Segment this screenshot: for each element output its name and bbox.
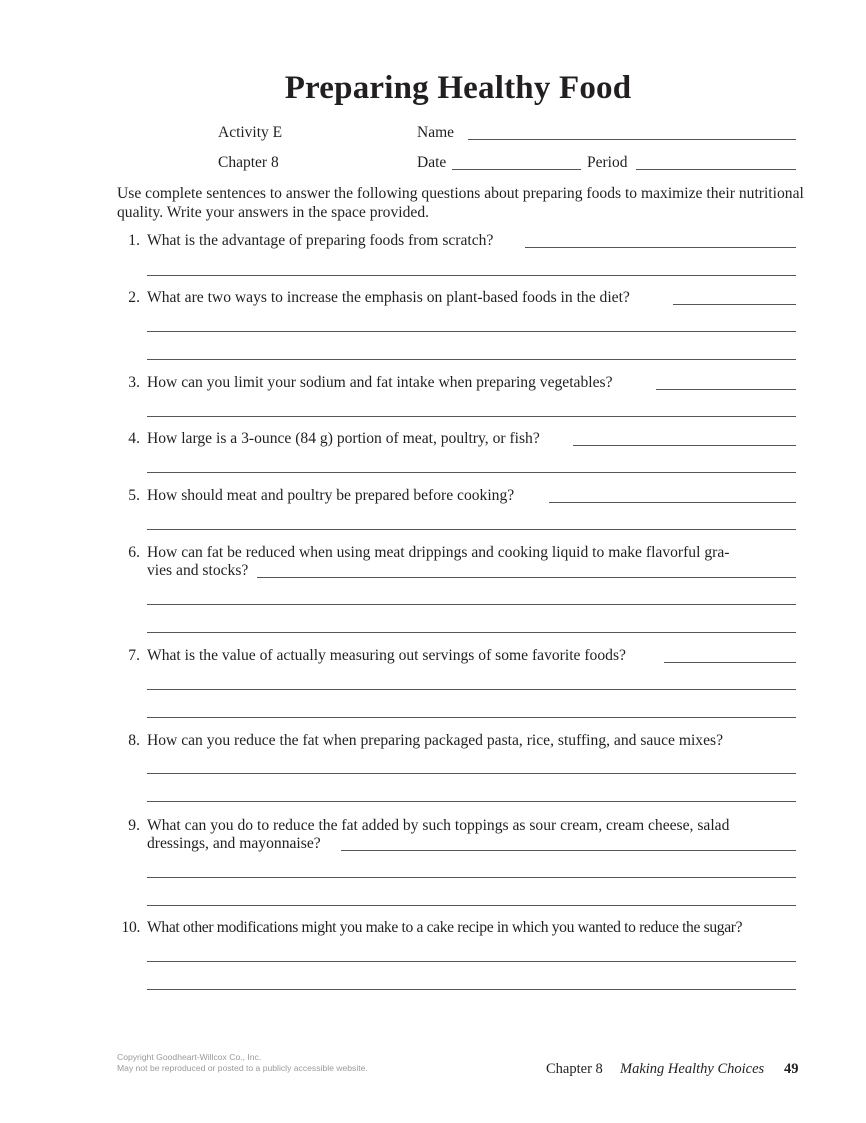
question-text-cont: dressings, and mayonnaise? bbox=[147, 835, 321, 852]
answer-line[interactable] bbox=[257, 577, 796, 578]
answer-line[interactable] bbox=[549, 502, 796, 503]
name-label: Name bbox=[417, 124, 455, 141]
answer-line[interactable] bbox=[147, 416, 796, 417]
answer-line[interactable] bbox=[147, 877, 796, 878]
date-label: Date bbox=[417, 154, 447, 171]
question-number: 5. bbox=[128, 487, 140, 504]
answer-line[interactable] bbox=[147, 773, 796, 774]
question-text: How can you reduce the fat when preparing packaged pasta, rice, stuffing, and sauce mixes? bbox=[147, 732, 724, 749]
question-text: What is the advantage of preparing foods from scratch? bbox=[147, 232, 494, 249]
answer-line[interactable] bbox=[147, 632, 796, 633]
answer-line[interactable] bbox=[147, 717, 796, 718]
instructions: Use complete sentences to answer the following questions about preparing foods to maximize their nutritional quality. Write your answers in the space provided. bbox=[117, 185, 804, 221]
answer-line[interactable] bbox=[147, 529, 796, 530]
activity-label: Activity E bbox=[218, 124, 283, 141]
question-number: 9. bbox=[128, 817, 140, 834]
page-number: 49 bbox=[784, 1061, 799, 1077]
question-number: 7. bbox=[128, 647, 140, 664]
answer-line[interactable] bbox=[656, 389, 796, 390]
copyright-notice bbox=[117, 1052, 368, 1074]
footer-chapter: Chapter 8 bbox=[546, 1061, 603, 1077]
question-text: How can you limit your sodium and fat intake when preparing vegetables? bbox=[147, 374, 613, 391]
period-field[interactable] bbox=[636, 169, 796, 170]
question-text: How can fat be reduced when using meat drippings and cooking liquid to make flavorful gra- bbox=[147, 544, 730, 561]
question-number: 8. bbox=[128, 732, 140, 749]
name-field[interactable] bbox=[468, 139, 796, 140]
answer-line[interactable] bbox=[147, 989, 796, 990]
answer-line[interactable] bbox=[664, 662, 796, 663]
question-number: 1. bbox=[128, 232, 140, 249]
answer-line[interactable] bbox=[147, 689, 796, 690]
question-text: What are two ways to increase the emphasis on plant-based foods in the diet? bbox=[147, 289, 630, 306]
answer-line[interactable] bbox=[147, 359, 796, 360]
answer-line[interactable] bbox=[147, 275, 796, 276]
answer-line[interactable] bbox=[341, 850, 796, 851]
answer-line[interactable] bbox=[147, 905, 796, 906]
page-title: Preparing Healthy Food bbox=[284, 70, 632, 106]
answer-line[interactable] bbox=[147, 604, 796, 605]
copyright-line-2: May not be reproduced or posted to a publicly accessible website. bbox=[117, 1063, 368, 1073]
answer-line[interactable] bbox=[147, 961, 796, 962]
copyright-line-1: Copyright Goodheart-Willcox Co., Inc. bbox=[117, 1052, 262, 1062]
period-label: Period bbox=[587, 154, 628, 171]
answer-line[interactable] bbox=[147, 331, 796, 332]
question-number: 2. bbox=[128, 289, 140, 306]
question-text: How should meat and poultry be prepared before cooking? bbox=[147, 487, 515, 504]
answer-line[interactable] bbox=[573, 445, 796, 446]
answer-line[interactable] bbox=[525, 247, 796, 248]
question-number: 6. bbox=[128, 544, 140, 561]
answer-line[interactable] bbox=[147, 801, 796, 802]
answer-line[interactable] bbox=[147, 472, 796, 473]
footer-chapter-title: Making Healthy Choices bbox=[620, 1061, 765, 1077]
question-text: What is the value of actually measuring out servings of some favorite foods? bbox=[147, 647, 626, 664]
answer-line[interactable] bbox=[673, 304, 796, 305]
question-text: How large is a 3-ounce (84 g) portion of meat, poultry, or fish? bbox=[147, 430, 540, 447]
question-number: 4. bbox=[128, 430, 140, 447]
question-number: 3. bbox=[128, 374, 140, 391]
question-text: What other modifications might you make to a cake recipe in which you wanted to reduce the sugar? bbox=[147, 919, 743, 936]
question-text-cont: vies and stocks? bbox=[147, 562, 249, 579]
chapter-label: Chapter 8 bbox=[218, 154, 279, 171]
date-field[interactable] bbox=[452, 169, 581, 170]
question-number: 10. bbox=[121, 919, 140, 936]
question-text: What can you do to reduce the fat added by such toppings as sour cream, cream cheese, salad bbox=[147, 817, 730, 834]
